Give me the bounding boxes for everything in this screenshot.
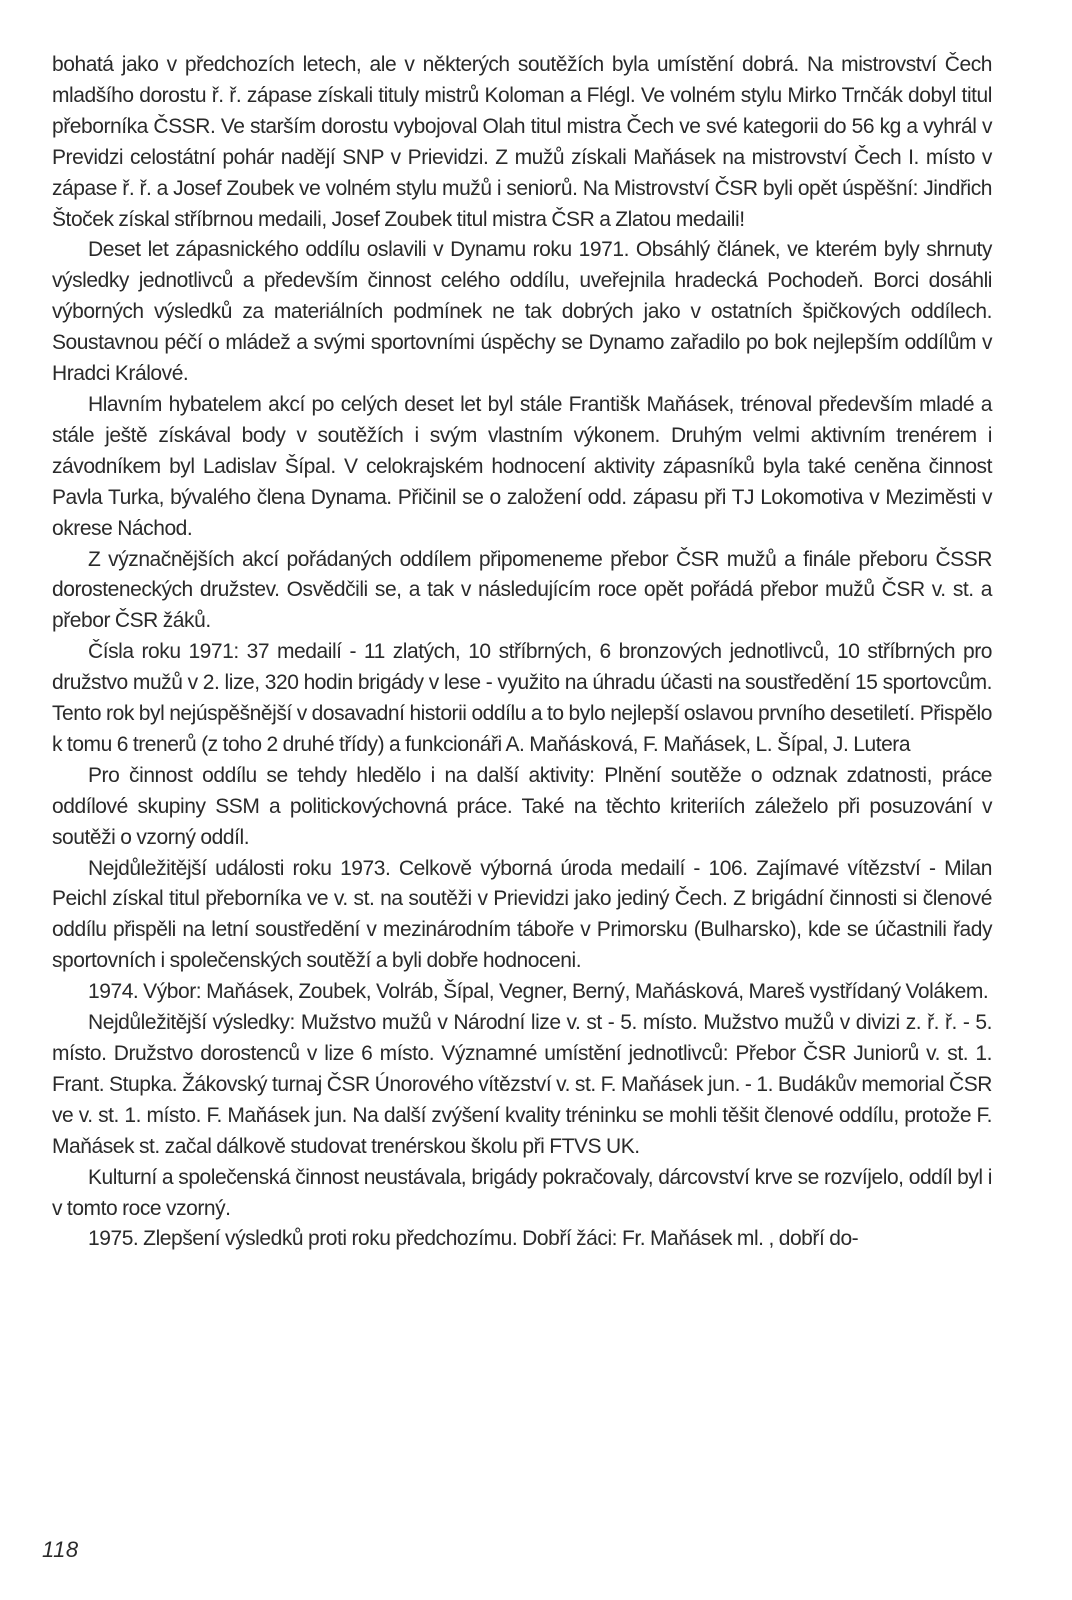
- paragraph: Deset let zápasnického oddílu oslavili v Dynamu roku 1971. Obsáhlý článek, ve kterém byly shrnuty výsledky jednotlivců a především činnost celého oddílu, uveřejnila hradecká Pochodeň. Borci dosáhli výborných výsledků za materiálních podmínek ne tak dobrých jako v ostatních špičkových oddílech. Soustavnou péčí o mládež a svými sportovními úspěchy se Dynamo zařadilo po bok nejlepším oddílům v Hradci Králové.: [52, 238, 992, 386]
- paragraph: Čísla roku 1971: 37 medailí - 11 zlatých, 10 stříbrných, 6 bronzových jednotlivců, 10 stříbrných pro družstvo mužů v 2. lize, 320 hodin brigády v lese - využito na úhradu účasti na soustředění 15 sportovcům. Tento rok byl nejúspěšnější v dosavadní historii oddílu a to bylo nejlepší oslavou prvního desetiletí. Přispělo k tomu 6 trenerů (z toho 2 druhé třídy) a funkcionáři A. Maňásková, F. Maňásek, L. Šípal, J. Lutera: [52, 640, 992, 756]
- paragraph: bohatá jako v předchozích letech, ale v některých soutěžích byla umístění dobrá. Na mistrovství Čech mladšího dorostu ř. ř. zápase získali tituly mistrů Koloman a Flégl. Ve volném stylu Mirko Trnčák dobyl titul přeborníka ČSSR. Ve starším dorostu vybojoval Olah titul mistra Čech ve své kategorii do 56 kg a vyhrál v Previdzi celostátní pohár nadějí SNP v Prievidzi. Z mužů získali Maňásek na mistrovství Čech I. místo v zápase ř. ř. a Josef Zoubek ve volném stylu mužů i seniorů. Na Mistrovství ČSR byli opět úspěšní: Jindřich Štoček získal stříbrnou medaili, Josef Zoubek titul mistra ČSR a Zlatou medaili!: [52, 53, 992, 231]
- paragraph: Z význačnějších akcí pořádaných oddílem připomeneme přebor ČSR mužů a finále přeboru ČSSR dorosteneckých družstev. Osvědčili se, a tak v následujícím roce opět pořádá přebor mužů ČSR v. st. a přebor ČSR žáků.: [52, 547, 992, 633]
- paragraph: 1974. Výbor: Maňásek, Zoubek, Volráb, Šípal, Vegner, Berný, Maňásková, Mareš vystřídaný Volákem.: [88, 980, 989, 1004]
- paragraph: Nejdůležitější události roku 1973. Celkově výborná úroda medailí - 106. Zajímavé vítězství - Milan Peichl získal titul přeborníka ve v. st. na soutěži v Prievidzi jako jediný Čech. Z brigádní činnosti si členové oddílu přispěli na letní soustředění v mezinárodním táboře v Primorsku (Bulharsko), kde se účastnili řady sportovních i společenských soutěží a byli dobře hodnoceni.: [52, 856, 992, 973]
- page-number: 118: [42, 1537, 79, 1562]
- paragraph: 1975. Zlepšení výsledků proti roku předchozímu. Dobří žáci: Fr. Maňásek ml. , dobří do-: [88, 1227, 859, 1251]
- page-body: [52, 50, 992, 1255]
- paragraph: Kulturní a společenská činnost neustávala, brigády pokračovaly, dárcovství krve se rozvíjelo, oddíl byl i v tomto roce vzorný.: [52, 1165, 992, 1220]
- paragraph: Hlavním hybatelem akcí po celých deset let byl stále Františk Maňásek, trénoval především mladé a stále ještě získával body v soutěžích i svým vlastním výkonem. Druhým velmi aktivním trenérem i závodníkem byl Ladislav Šípal. V celokrajském hodnocení aktivity zápasníků byla také ceněna činnost Pavla Turka, bývalého člena Dynama. Přičinil se o založení odd. zápasu při TJ Lokomotiva v Meziměsti v okrese Náchod.: [52, 392, 992, 540]
- paragraph: Pro činnost oddílu se tehdy hledělo i na další aktivity: Plnění soutěže o odznak zdatnosti, práce oddílové skupiny SSM a politickovýchovná práce. Také na těchto kriteriích záleželo při posuzování v soutěži o vzorný oddíl.: [52, 763, 992, 849]
- paragraph: Nejdůležitější výsledky: Mužstvo mužů v Národní lize v. st - 5. místo. Mužstvo mužů v divizi z. ř. ř. - 5. místo. Družstvo dorostenců v lize 6 místo. Významné umístění jednotlivců: Přebor ČSR Juniorů v. st. 1. Frant. Stupka. Žákovský turnaj ČSR Únorového vítězství v. st. F. Maňásek jun. - 1. Budákův memorial ČSR ve v. st. 1. místo. F. Maňásek jun. Na další zvýšení kvality tréninku se mohli těšit členové oddílu, protože F. Maňásek st. začal dálkově studovat trenérskou školu při FTVS UK.: [52, 1011, 992, 1158]
